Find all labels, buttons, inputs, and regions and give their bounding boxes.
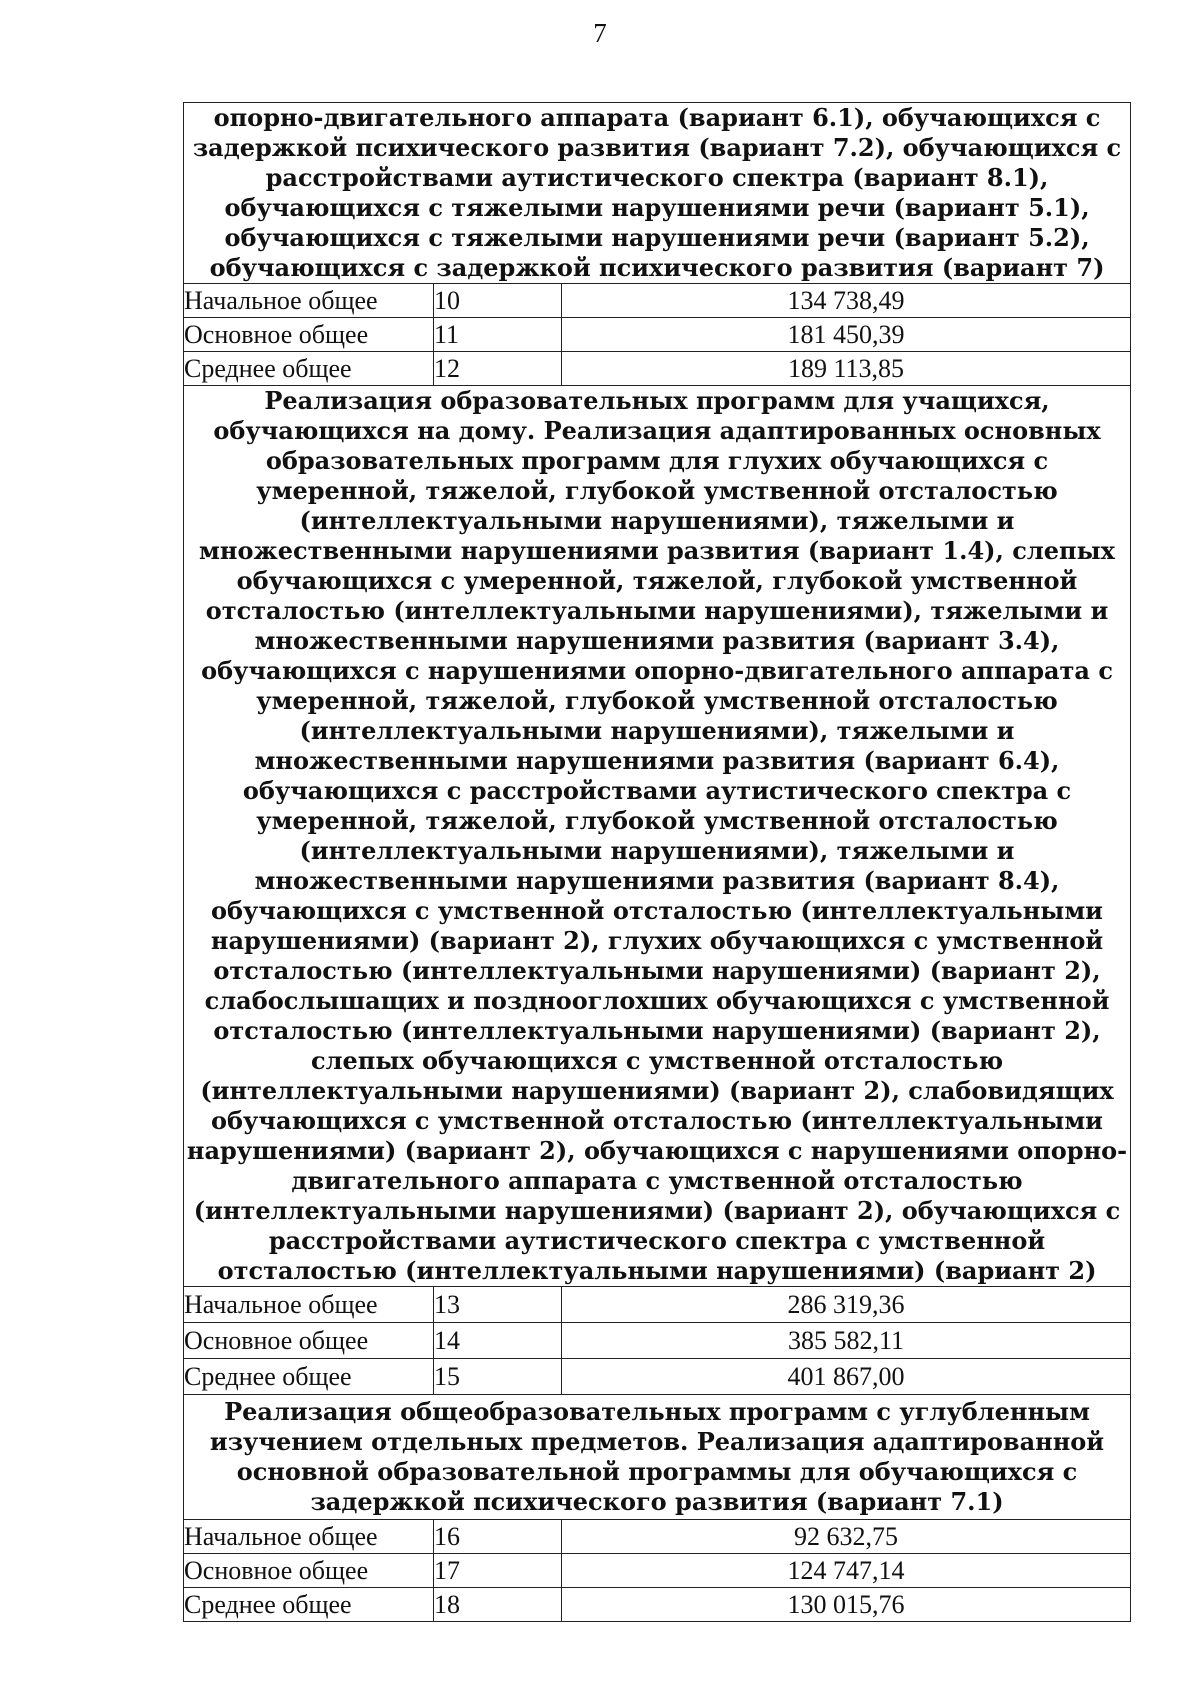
- education-level: Начальное общее: [184, 284, 434, 318]
- section-header: Реализация общеобразовательных программ с углубленным изучением отдельных предметов. Реализация адаптированной основной образовательной программы для обучающихся с задержкой психического развития (вариант 7.1): [184, 1395, 1131, 1520]
- cost-value: 124 747,14: [562, 1554, 1131, 1588]
- table-row: [184, 284, 1131, 318]
- row-number: 16: [434, 1520, 562, 1554]
- education-level: Среднее общее: [184, 1359, 434, 1395]
- table-row: [184, 1287, 1131, 1323]
- section-header-row: [184, 103, 1131, 284]
- table-row: [184, 1520, 1131, 1554]
- education-level: Начальное общее: [184, 1287, 434, 1323]
- education-level: Среднее общее: [184, 352, 434, 386]
- row-number: 11: [434, 318, 562, 352]
- row-number: 12: [434, 352, 562, 386]
- cost-value: 401 867,00: [562, 1359, 1131, 1395]
- row-number: 14: [434, 1323, 562, 1359]
- education-level: Основное общее: [184, 318, 434, 352]
- section-header-row: [184, 386, 1131, 1287]
- row-number: 15: [434, 1359, 562, 1395]
- section-header: опорно-двигательного аппарата (вариант 6.1), обучающихся с задержкой психического развития (вариант 7.2), обучающихся с расстройствами аутистического спектра (вариант 8.1), обучающихся с тяжелыми нарушениями речи (вариант 5.1), обучающихся с тяжелыми нарушениями речи (вариант 5.2), обучающихся с задержкой психического развития (вариант 7): [184, 103, 1131, 284]
- table-row: [184, 352, 1131, 386]
- cost-value: 181 450,39: [562, 318, 1131, 352]
- funding-table: [183, 102, 1131, 1622]
- cost-value: 130 015,76: [562, 1588, 1131, 1622]
- page-number: 7: [593, 18, 607, 48]
- cost-value: 385 582,11: [562, 1323, 1131, 1359]
- row-number: 17: [434, 1554, 562, 1588]
- education-level: Начальное общее: [184, 1520, 434, 1554]
- table-row: [184, 1323, 1131, 1359]
- education-level: Основное общее: [184, 1323, 434, 1359]
- cost-value: 134 738,49: [562, 284, 1131, 318]
- table-row: [184, 318, 1131, 352]
- section-header: Реализация образовательных программ для учащихся, обучающихся на дому. Реализация адаптированных основных образовательных программ для глухих обучающихся с умеренной, тяжелой, глубокой умственной отсталостью (интеллектуальными нарушениями), тяжелыми и множественными нарушениями развития (вариант 1.4), слепых обучающихся с умеренной, тяжелой, глубокой умственной отсталостью (интеллектуальными нарушениями), тяжелыми и множественными нарушениями развития (вариант 3.4), обучающихся с нарушениями опорно-двигательного аппарата с умеренной, тяжелой, глубокой умственной отсталостью (интеллектуальными нарушениями), тяжелыми и множественными нарушениями развития (вариант 6.4), обучающихся с расстройствами аутистического спектра с умеренной, тяжелой, глубокой умственной отсталостью (интеллектуальными нарушениями), тяжелыми и множественными нарушениями развития (вариант 8.4), обучающихся с умственной отсталостью (интеллектуальными нарушениями) (вариант 2), глухих обучающихся с умственной отсталостью (интеллектуальными нарушениями) (вариант 2), слабослышащих и позднооглохших обучающихся с умственной отсталостью (интеллектуальными нарушениями) (вариант 2), слепых обучающихся с умственной отсталостью (интеллектуальными нарушениями) (вариант 2), слабовидящих обучающихся с умственной отсталостью (интеллектуальными нарушениями) (вариант 2), обучающихся с нарушениями опорно-двигательного аппарата с умственной отсталостью (интеллектуальными нарушениями) (вариант 2), обучающихся с расстройствами аутистического спектра с умственной отсталостью (интеллектуальными нарушениями) (вариант 2): [184, 386, 1131, 1287]
- cost-value: 189 113,85: [562, 352, 1131, 386]
- cost-value: 92 632,75: [562, 1520, 1131, 1554]
- table-row: [184, 1554, 1131, 1588]
- education-level: Среднее общее: [184, 1588, 434, 1622]
- row-number: 10: [434, 284, 562, 318]
- education-level: Основное общее: [184, 1554, 434, 1588]
- section-header-row: [184, 1395, 1131, 1520]
- table-row: [184, 1588, 1131, 1622]
- row-number: 18: [434, 1588, 562, 1622]
- row-number: 13: [434, 1287, 562, 1323]
- cost-value: 286 319,36: [562, 1287, 1131, 1323]
- table-row: [184, 1359, 1131, 1395]
